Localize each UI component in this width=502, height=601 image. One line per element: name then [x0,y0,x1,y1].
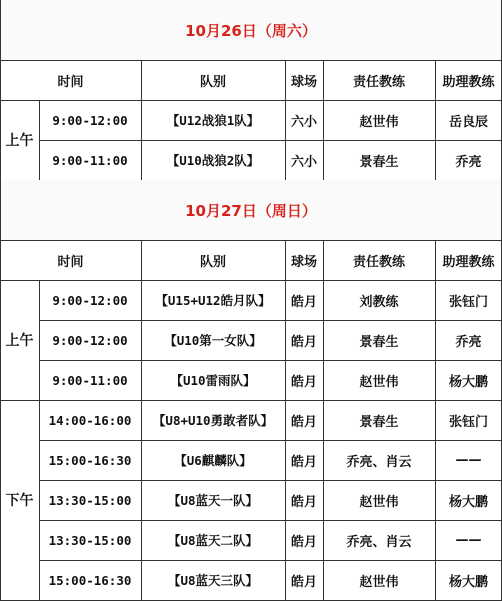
table-rule [141,360,142,400]
table-rule [141,400,142,440]
table-rule [285,520,286,560]
row-field: 皓月 [290,454,317,470]
table-rule [285,480,286,520]
table-rule [285,320,286,360]
table-rule [285,240,286,280]
table-rule [323,400,324,440]
row-coach: 赵世伟 [359,114,399,130]
table-rule [435,480,436,520]
table-rule [141,320,142,360]
period-label: 上午 [5,333,34,349]
row-assistant: 张钰门 [448,294,488,310]
table-rule [323,320,324,360]
table-rule [323,480,324,520]
row-time: 9:00-12:00 [52,292,128,308]
table-rule [285,360,286,400]
row-assistant: 杨大鹏 [448,574,488,590]
row-coach: 乔亮、肖云 [346,534,412,550]
row-team: 【U10雷雨队】 [170,373,256,388]
table-rule [323,560,324,600]
row-time: 9:00-12:00 [52,332,128,348]
day-title: 10月26日（周六） [0,0,502,60]
table-rule [285,560,286,600]
table-rule [141,280,142,320]
table-rule [141,520,142,560]
row-team: 【U12战狼1队】 [166,113,260,128]
table-rule [323,60,324,100]
table-rule [435,140,436,180]
table-rule [285,400,286,440]
table-rule [435,400,436,440]
row-assistant: —— [455,532,482,548]
header-time: 时间 [57,74,84,90]
table-rule [435,360,436,400]
row-time: 13:30-15:00 [48,492,132,508]
row-time: 13:30-15:00 [48,532,132,548]
row-field: 皓月 [290,534,317,550]
header-team: 队别 [199,254,226,270]
row-coach: 景春生 [359,334,399,350]
period-label: 下午 [5,493,34,509]
table-rule [323,440,324,480]
row-coach: 赵世伟 [359,374,399,390]
table-rule [141,560,142,600]
table-rule [141,440,142,480]
row-assistant: 乔亮 [455,154,482,170]
table-rule [0,240,1,280]
row-field: 皓月 [290,374,317,390]
table-rule [435,280,436,320]
row-field: 皓月 [290,414,317,430]
table-rule [141,140,142,180]
table-rule [435,560,436,600]
header-time: 时间 [57,254,84,270]
row-coach: 景春生 [359,414,399,430]
table-rule [0,180,1,240]
header-team: 队别 [199,74,226,90]
row-assistant: 杨大鹏 [448,374,488,390]
header-coach: 责任教练 [352,74,405,90]
table-rule [323,360,324,400]
row-coach: 刘教练 [359,294,399,310]
table-rule [323,240,324,280]
table-rule [323,140,324,180]
row-coach: 赵世伟 [359,494,399,510]
table-rule [323,520,324,560]
table-rule [141,100,142,140]
row-team: 【U10第一女队】 [164,333,262,348]
row-assistant: 杨大鹏 [448,494,488,510]
header-field: 球场 [290,74,317,90]
table-rule [141,480,142,520]
row-time: 14:00-16:00 [48,412,132,428]
table-rule [435,240,436,280]
row-time: 9:00-11:00 [52,152,128,168]
table-rule [0,400,1,600]
row-team: 【U8蓝天一队】 [167,493,259,508]
row-time: 9:00-12:00 [52,112,128,128]
table-rule [435,320,436,360]
table-rule [435,520,436,560]
row-assistant: —— [455,452,482,468]
row-team: 【U8+U10勇敢者队】 [152,413,274,428]
row-assistant: 张钰门 [448,414,488,430]
table-rule [435,440,436,480]
row-field: 皓月 [290,574,317,590]
row-field: 六小 [290,154,317,170]
header-assistant: 助理教练 [442,254,495,270]
row-assistant: 乔亮 [455,334,482,350]
table-rule [285,60,286,100]
table-rule [141,240,142,280]
row-coach: 赵世伟 [359,574,399,590]
table-rule [285,140,286,180]
table-rule [323,280,324,320]
table-rule [141,60,142,100]
row-assistant: 岳良辰 [448,114,488,130]
row-team: 【U10战狼2队】 [166,153,260,168]
table-rule [0,60,1,100]
table-rule [0,100,1,180]
row-coach: 景春生 [359,154,399,170]
table-rule [0,0,1,60]
header-field: 球场 [290,254,317,270]
table-rule [435,60,436,100]
row-team: 【U6麒麟队】 [174,453,252,468]
row-coach: 乔亮、肖云 [346,454,412,470]
table-rule [285,440,286,480]
table-rule [323,100,324,140]
header-coach: 责任教练 [352,254,405,270]
table-rule [0,280,1,400]
row-team: 【U8蓝天三队】 [167,573,259,588]
row-time: 9:00-11:00 [52,372,128,388]
header-assistant: 助理教练 [442,74,495,90]
row-time: 15:00-16:30 [48,572,132,588]
row-field: 皓月 [290,494,317,510]
row-team: 【U15+U12皓月队】 [155,293,271,308]
day-title: 10月27日（周日） [0,180,502,240]
table-rule [285,280,286,320]
row-field: 六小 [290,114,317,130]
row-field: 皓月 [290,294,317,310]
table-rule [285,100,286,140]
row-time: 15:00-16:30 [48,452,132,468]
period-label: 上午 [5,133,34,149]
row-team: 【U8蓝天二队】 [167,533,259,548]
row-field: 皓月 [290,334,317,350]
table-rule [435,100,436,140]
